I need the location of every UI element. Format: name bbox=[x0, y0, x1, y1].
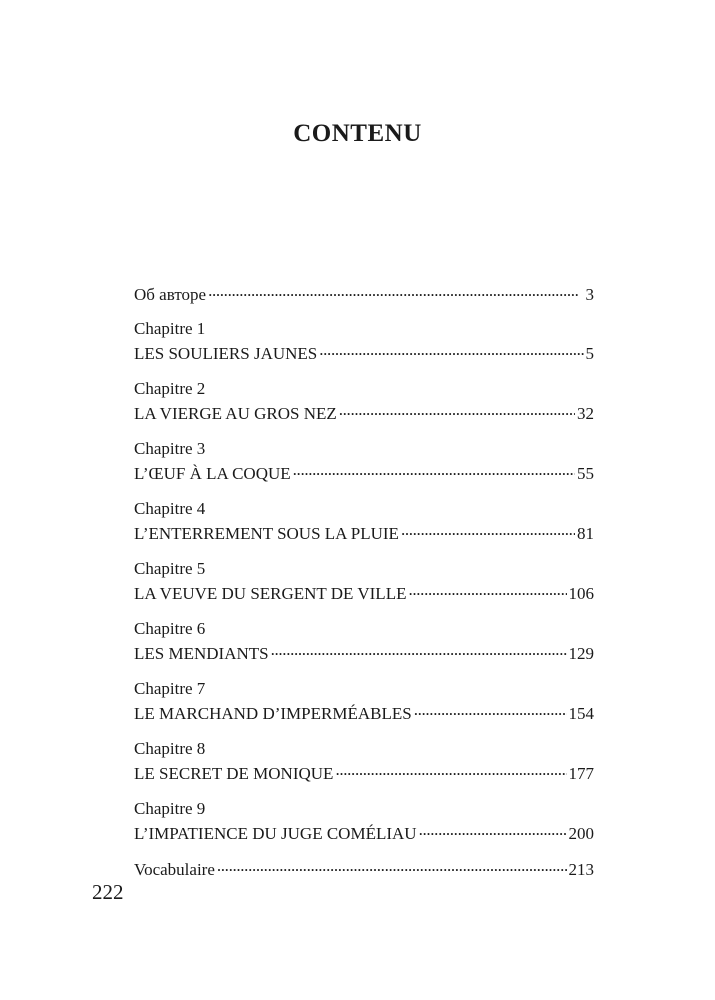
toc-entry-title: LE SECRET DE MONIQUE bbox=[134, 764, 334, 783]
toc-line bbox=[134, 461, 594, 486]
table-of-contents bbox=[134, 282, 594, 892]
toc-line bbox=[134, 701, 594, 726]
toc-line bbox=[134, 581, 594, 606]
toc-entry-chapter-7[interactable] bbox=[134, 677, 594, 726]
toc-chapter-label: Chapitre 6 bbox=[134, 619, 206, 638]
toc-entry-chapter-3[interactable] bbox=[134, 437, 594, 486]
page-title: CONTENU bbox=[293, 120, 422, 147]
toc-entry-title: LES SOULIERS JAUNES bbox=[134, 344, 318, 363]
toc-entry-about-author[interactable] bbox=[134, 282, 594, 307]
page-number: 222 bbox=[92, 880, 124, 904]
toc-chapter-label: Chapitre 8 bbox=[134, 739, 206, 758]
toc-entry-title: L’IMPATIENCE DU JUGE COMÉLIAU bbox=[134, 824, 417, 843]
toc-entry-page: 55 bbox=[577, 464, 594, 483]
toc-entry-title: LA VEUVE DU SERGENT DE VILLE bbox=[134, 584, 407, 603]
toc-entry-page: 213 bbox=[568, 860, 594, 879]
dot-leader bbox=[419, 821, 567, 839]
dot-leader bbox=[339, 401, 575, 419]
toc-chapter-label: Chapitre 5 bbox=[134, 559, 206, 578]
dot-leader bbox=[271, 641, 567, 659]
toc-entry-chapter-9[interactable] bbox=[134, 797, 594, 846]
toc-entry-page: 3 bbox=[585, 285, 594, 304]
toc-entry-title: LE MARCHAND D’IMPERMÉABLES bbox=[134, 704, 412, 723]
toc-line bbox=[134, 401, 594, 426]
toc-entry-title: Vocabulaire bbox=[134, 860, 215, 879]
toc-entry-chapter-5[interactable] bbox=[134, 557, 594, 606]
toc-chapter-label: Chapitre 3 bbox=[134, 439, 206, 458]
toc-line bbox=[134, 282, 594, 307]
dot-leader bbox=[208, 282, 583, 300]
dot-leader bbox=[335, 761, 566, 779]
toc-line bbox=[134, 521, 594, 546]
toc-entry-page: 177 bbox=[568, 764, 594, 783]
toc-entry-title: L’ŒUF À LA COQUE bbox=[134, 464, 291, 483]
toc-line bbox=[134, 761, 594, 786]
toc-entry-page: 81 bbox=[577, 524, 594, 543]
toc-entry-page: 106 bbox=[568, 584, 594, 603]
toc-entry-vocabulary[interactable] bbox=[134, 857, 594, 882]
toc-entry-chapter-8[interactable] bbox=[134, 737, 594, 786]
dot-leader bbox=[408, 581, 566, 599]
toc-chapter-label: Chapitre 7 bbox=[134, 679, 206, 698]
toc-entry-page: 32 bbox=[577, 404, 594, 423]
toc-line bbox=[134, 341, 594, 366]
dot-leader bbox=[401, 521, 575, 539]
toc-chapter-label: Chapitre 9 bbox=[134, 799, 206, 818]
toc-line bbox=[134, 857, 594, 882]
toc-entry-chapter-2[interactable] bbox=[134, 377, 594, 426]
toc-entry-chapter-1[interactable] bbox=[134, 317, 594, 366]
dot-leader bbox=[217, 857, 567, 875]
toc-entry-page: 5 bbox=[585, 344, 594, 363]
toc-entry-title: L’ENTERREMENT SOUS LA PLUIE bbox=[134, 524, 399, 543]
toc-line bbox=[134, 641, 594, 666]
dot-leader bbox=[319, 341, 583, 359]
toc-entry-page: 200 bbox=[568, 824, 594, 843]
toc-chapter-label: Chapitre 2 bbox=[134, 379, 206, 398]
toc-chapter-label: Chapitre 1 bbox=[134, 319, 206, 338]
toc-entry-page: 129 bbox=[568, 644, 594, 663]
toc-entry-page: 154 bbox=[568, 704, 594, 723]
toc-entry-chapter-6[interactable] bbox=[134, 617, 594, 666]
toc-entry-title: LES MENDIANTS bbox=[134, 644, 269, 663]
toc-entry-chapter-4[interactable] bbox=[134, 497, 594, 546]
toc-chapter-label: Chapitre 4 bbox=[134, 499, 206, 518]
toc-entry-title: LA VIERGE AU GROS NEZ bbox=[134, 404, 337, 423]
toc-line bbox=[134, 821, 594, 846]
dot-leader bbox=[414, 701, 567, 719]
dot-leader bbox=[293, 461, 575, 479]
toc-entry-title: Об авторе bbox=[134, 285, 207, 304]
